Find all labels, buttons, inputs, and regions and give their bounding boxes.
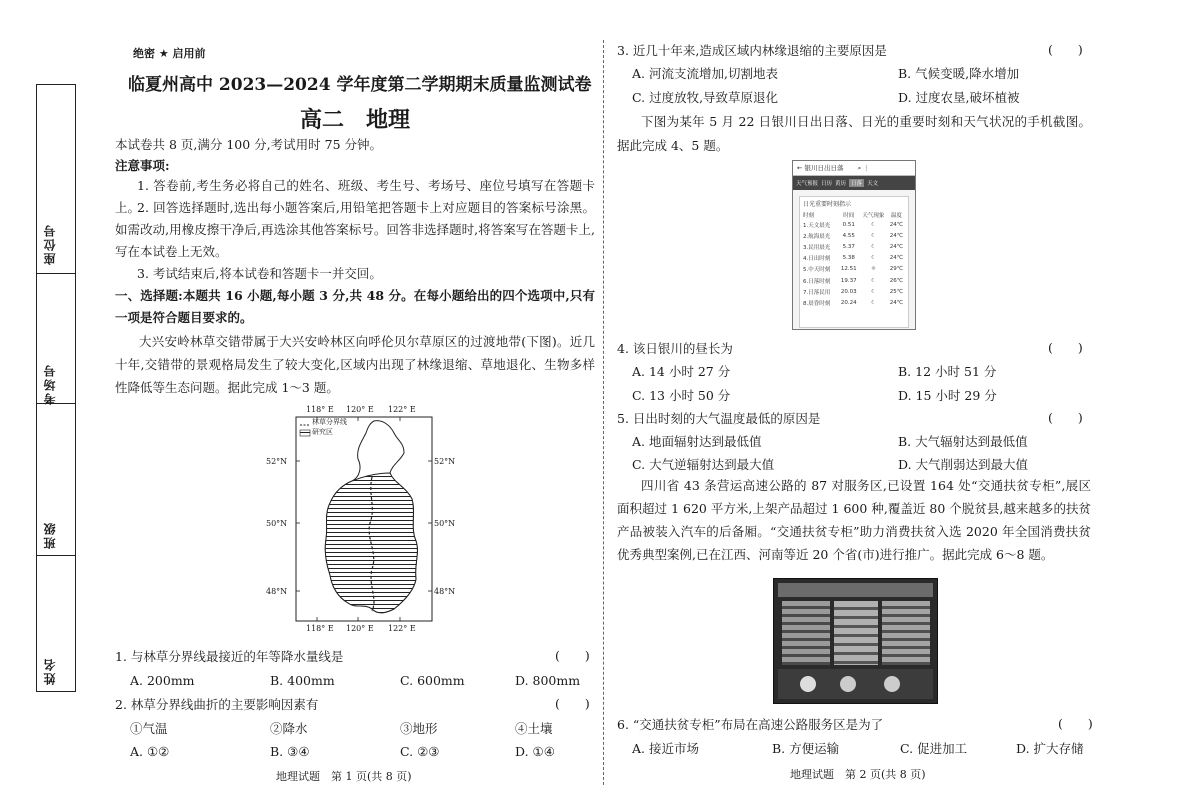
- class-label: 班级: [43, 521, 57, 549]
- table-cell: 24℃: [889, 232, 903, 239]
- passage-3: 四川省 43 条营运高速公路的 87 对服务区,已设置 164 处“交通扶贫专柜”,展区面积超过 1 620 平方米,上架产品超过 1 600 种,覆盖近 80 个脱贫县,越来越多的扶贫产品被装入汽车的后备厢。“交通扶贫专柜”助力消费扶贫入选 2020 年全国消费扶贫优秀典型案例,已在江西、河南等近 20 个省(市)进行推广。据此完成 6～8 题。: [617, 478, 1091, 562]
- counter-photo: [773, 578, 938, 704]
- page-footer-2: 地理试题 第 2 页(共 8 页): [790, 768, 926, 781]
- binding-divider: [37, 403, 75, 404]
- option-d: D. 15 小时 29 分: [898, 388, 997, 403]
- table-cell: ☾: [870, 277, 876, 284]
- notes-heading: 注意事项:: [115, 158, 170, 173]
- option-b: B. 方便运输: [772, 741, 840, 756]
- option-d: D. ①④: [515, 744, 555, 759]
- table-cell: 2.航海晨光: [803, 233, 831, 240]
- map-tick-label: 48°N: [266, 587, 288, 596]
- table-cell: ☾: [870, 221, 876, 228]
- phone-tab: 天气预报: [796, 181, 819, 187]
- phone-tab: 黄历: [835, 181, 847, 187]
- map-tick-label: 122° E: [388, 624, 416, 633]
- question-6-stem: 6. “交通扶贫专柜”布局在高速公路服务区是为了: [617, 717, 884, 732]
- table-cell: 29℃: [889, 266, 903, 273]
- map-tick-label: 118° E: [306, 405, 334, 414]
- binding-strip: [36, 84, 76, 692]
- option-b: B. 12 小时 51 分: [898, 364, 997, 379]
- answer-paren: ( ): [1048, 340, 1083, 355]
- option-a: A. 地面辐射达到最低值: [632, 434, 762, 449]
- table-row: [803, 297, 905, 308]
- answer-paren: ( ): [1058, 716, 1093, 731]
- table-row: [803, 241, 905, 252]
- table-cell: ☾: [870, 288, 876, 295]
- sun-times-table: [803, 211, 905, 309]
- table-row: [803, 286, 905, 297]
- answer-paren: ( ): [555, 696, 590, 711]
- table-row: [803, 230, 905, 241]
- table-cell: 6.日落时刻: [803, 278, 831, 285]
- table-cell: 1.天文晨光: [803, 222, 831, 229]
- answer-paren: ( ): [1048, 42, 1083, 57]
- table-cell: 19.37: [840, 277, 857, 284]
- page-footer-1: 地理试题 第 1 页(共 8 页): [276, 770, 412, 783]
- exam-room-label: 考场号: [43, 363, 57, 405]
- logo-icon: [800, 676, 816, 692]
- option-a: A. ①②: [130, 744, 170, 759]
- table-cell: 26℃: [889, 277, 903, 284]
- logo-icon: [840, 676, 856, 692]
- option-a: A. 14 小时 27 分: [632, 364, 731, 379]
- page-divider: [603, 40, 604, 785]
- phone-table-title: 日光重要时刻指示: [803, 201, 852, 208]
- table-cell: 12.51: [840, 266, 857, 273]
- table-cell: ☾: [870, 243, 876, 250]
- legend-boundary-line: 林草分界线: [312, 418, 347, 426]
- table-row: [803, 275, 905, 286]
- table-cell: 24℃: [889, 243, 903, 250]
- table-cell: ☾: [870, 299, 876, 306]
- secret-label: 绝密 ★ 启用前: [133, 47, 206, 60]
- logo-icon: [884, 676, 900, 692]
- option-c: C. 13 小时 50 分: [632, 388, 731, 403]
- factor-2: ②降水: [270, 721, 308, 736]
- map-tick-label: 50°N: [434, 519, 456, 528]
- option-b: B. 气候变暖,降水增加: [898, 66, 1020, 81]
- option-d: D. 800mm: [515, 673, 581, 688]
- table-cell: 4.日出时刻: [803, 256, 831, 263]
- map-tick-label: 50°N: [266, 519, 288, 528]
- search-icon: ⌕: [857, 164, 862, 172]
- note-item: 2. 回答选择题时,选出每小题答案后,用铅笔把答题卡上对应题目的答案标号涂黑。如需改动,用橡皮擦干净后,再选涂其他答案标号。回答非选择题时,将答案写在答题卡上,写在本试卷上无效。: [115, 200, 595, 259]
- table-cell: 0.51: [842, 221, 855, 228]
- option-c: C. ②③: [400, 744, 440, 759]
- table-row: [803, 219, 905, 230]
- exam-intro: 本试卷共 8 页,满分 100 分,考试用时 75 分钟。: [115, 137, 383, 152]
- option-c: C. 600mm: [400, 673, 465, 688]
- table-cell: 20.24: [840, 299, 857, 306]
- table-cell: 20.03: [840, 288, 857, 295]
- column-header: 天气现象: [862, 213, 885, 219]
- factor-4: ④土壤: [515, 721, 553, 736]
- table-cell: 3.民用晨光: [803, 244, 831, 251]
- option-c: C. 促进加工: [900, 741, 968, 756]
- option-d: D. 扩大存储: [1016, 741, 1084, 756]
- answer-paren: ( ): [1048, 410, 1083, 425]
- table-cell: 7.日落民用: [803, 289, 831, 296]
- table-cell: 5.中天时刻: [803, 267, 831, 274]
- map-tick-label: 52°N: [266, 457, 288, 466]
- table-cell: ☼: [870, 266, 876, 273]
- column-header: 时间: [843, 213, 855, 219]
- table-cell: 5.37: [842, 243, 855, 250]
- map-tick-label: 120° E: [346, 405, 374, 414]
- option-c: C. 大气逆辐射达到最大值: [632, 457, 775, 472]
- table-cell: 5.38: [842, 255, 855, 262]
- question-5-stem: 5. 日出时刻的大气温度最低的原因是: [617, 411, 821, 426]
- map-tick-label: 120° E: [346, 624, 374, 633]
- binding-divider: [37, 273, 75, 274]
- passage-1: 大兴安岭林草交错带属于大兴安岭林区向呼伦贝尔草原区的过渡地带(下图)。近几十年,交错带的景观格局发生了较大变化,区域内出现了林缘退缩、草地退化、生物多样性降低等生态问题。据此完成 1～3 题。: [115, 334, 595, 395]
- option-b: B. 400mm: [270, 673, 335, 688]
- option-b: B. 大气辐射达到最低值: [898, 434, 1028, 449]
- table-cell: 8.晨昏时刻: [803, 300, 831, 307]
- phone-tab: 天文: [867, 181, 879, 187]
- table-cell: 24℃: [889, 255, 903, 262]
- seat-number-label: 座位号: [43, 223, 57, 265]
- question-1-stem: 1. 与林草分界线最接近的年等降水量线是: [115, 649, 344, 664]
- factor-1: ①气温: [130, 721, 168, 736]
- phone-title: 银川日出日落: [804, 164, 844, 172]
- subject-title: 高二 地理: [300, 107, 411, 133]
- exam-title: 临夏州高中 2023—2024 学年度第二学期期末质量监测试卷: [128, 75, 592, 95]
- name-label: 姓名: [43, 657, 57, 685]
- phone-tab: 日落: [851, 181, 863, 187]
- map-tick-label: 48°N: [434, 587, 456, 596]
- map-tick-label: 52°N: [434, 457, 456, 466]
- map-tick-label: 118° E: [306, 624, 334, 633]
- question-2-stem: 2. 林草分界线曲折的主要影响因素有: [115, 697, 319, 712]
- factor-3: ③地形: [400, 721, 438, 736]
- table-cell: 4.55: [842, 232, 855, 239]
- table-cell: ☾: [870, 232, 876, 239]
- option-d: D. 大气削弱达到最大值: [898, 457, 1029, 472]
- question-3-stem: 3. 近几十年来,造成区域内林缘退缩的主要原因是: [617, 43, 887, 58]
- legend-study-area: 研究区: [312, 428, 333, 436]
- back-arrow-icon: ←: [797, 164, 803, 172]
- phone-screenshot: [792, 160, 916, 330]
- question-4-stem: 4. 该日银川的昼长为: [617, 341, 733, 356]
- map-tick-label: 122° E: [388, 405, 416, 414]
- option-b: B. ③④: [270, 744, 310, 759]
- note-item: 3. 考试结束后,将本试卷和答题卡一并交回。: [137, 266, 382, 281]
- more-icon: ⋮: [863, 164, 870, 172]
- option-c: C. 过度放牧,导致草原退化: [632, 90, 779, 105]
- column-header: 时刻: [803, 213, 815, 219]
- answer-paren: ( ): [555, 648, 590, 663]
- column-header: 温度: [890, 213, 902, 219]
- table-cell: 24℃: [889, 221, 903, 228]
- section-heading: 一、选择题:本题共 16 小题,每小题 3 分,共 48 分。在每小题给出的四个选项中,只有一项是符合题目要求的。: [115, 288, 595, 325]
- passage-2: 下图为某年 5 月 22 日银川日出日落、日光的重要时刻和天气状况的手机截图。据此完成 4、5 题。: [617, 114, 1091, 153]
- option-a: A. 200mm: [130, 673, 195, 688]
- binding-divider: [37, 555, 75, 556]
- table-cell: 25℃: [889, 288, 903, 295]
- study-area-map: [266, 403, 461, 635]
- table-row: [803, 264, 905, 275]
- table-row: [803, 253, 905, 264]
- option-a: A. 接近市场: [632, 741, 699, 756]
- note-item: 1. 答卷前,考生务必将自己的姓名、班级、考生号、考场号、座位号填写在答题卡上。: [115, 178, 595, 215]
- table-cell: 24℃: [889, 299, 903, 306]
- option-d: D. 过度农垦,破坏植被: [898, 90, 1020, 105]
- table-cell: ☾: [870, 255, 876, 262]
- option-a: A. 河流支流增加,切割地表: [632, 66, 778, 81]
- phone-tab: 日历: [821, 181, 833, 187]
